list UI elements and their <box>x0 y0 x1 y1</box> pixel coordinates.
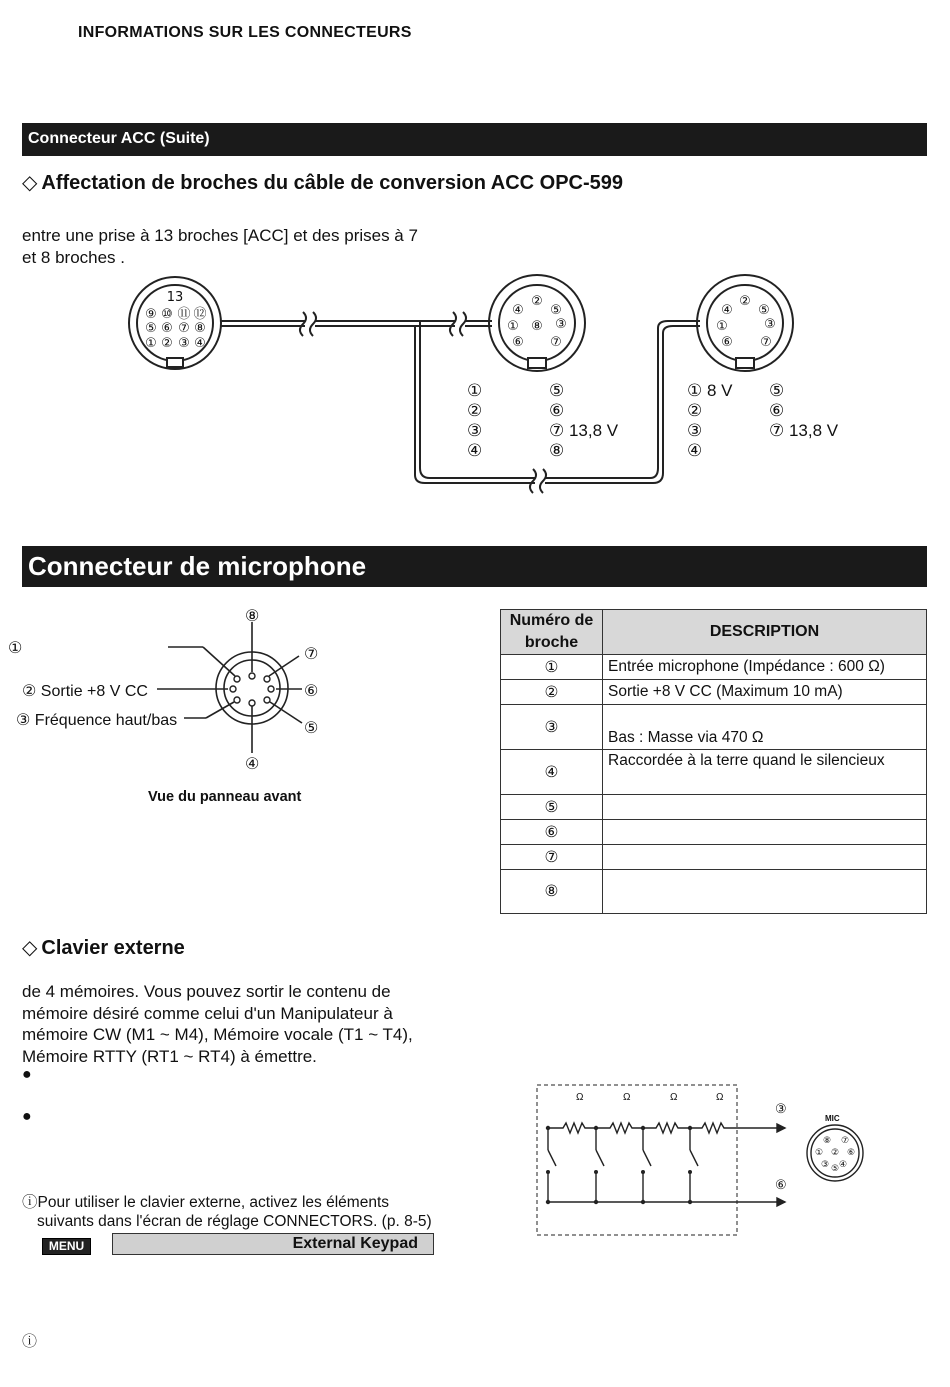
svg-text:⑨: ⑨ <box>145 307 157 322</box>
svg-text:⑤: ⑤ <box>758 303 770 318</box>
svg-text:③: ③ <box>178 336 190 351</box>
plug7-label: ② <box>687 401 703 420</box>
svg-text:⑥: ⑥ <box>721 335 733 350</box>
mic-pin-table <box>500 609 927 914</box>
svg-text:⑧: ⑧ <box>822 1136 832 1146</box>
plug8-label: ⑧ <box>549 441 565 460</box>
plug8-label: ④ <box>467 441 483 460</box>
plug7-label: ① 8 V <box>687 381 733 400</box>
info-icon: ⓘ <box>22 1333 38 1350</box>
pin-description: Sortie +8 V CC (Maximum 10 mA) <box>603 680 927 705</box>
svg-text:⑤: ⑤ <box>830 1164 840 1174</box>
svg-text:①: ① <box>145 336 157 351</box>
pin-description <box>603 845 927 870</box>
svg-text:②: ② <box>830 1148 840 1158</box>
resistor-label: Ω <box>716 1092 724 1103</box>
mic-pin7-label: ⑦ <box>304 646 319 663</box>
page-header: INFORMATIONS SUR LES CONNECTEURS <box>78 24 412 41</box>
pin-description <box>603 870 927 914</box>
paragraph-line: de 4 mémoires. Vous pouvez sortir le contenu de <box>22 982 391 1001</box>
mic-pin1-label: ① <box>8 640 23 657</box>
mic-diagram-caption: Vue du panneau avant <box>148 789 302 805</box>
circuit-pin6-label: ⑥ <box>775 1177 787 1192</box>
plug8-right-labels <box>549 381 618 461</box>
plug7-right-labels <box>769 381 838 441</box>
plug8-left-labels <box>467 381 482 461</box>
table-row <box>501 795 927 820</box>
pin-description: Raccordée à la terre quand le silencieux <box>603 750 927 795</box>
acc-intro-line1: entre une prise à 13 broches [ACC] et des prises à 7 <box>22 226 418 245</box>
plug8-label: ⑥ <box>549 401 565 420</box>
plug8-label: ⑤ <box>549 381 565 400</box>
plug7-label: ③ <box>687 421 703 440</box>
plug7-label: ⑦ 13,8 V <box>769 421 839 440</box>
table-row <box>501 820 927 845</box>
mic-connector-label: MIC <box>825 1114 840 1123</box>
pin-number: ④ <box>501 750 603 795</box>
table-header-description: DESCRIPTION <box>603 610 927 655</box>
svg-text:②: ② <box>739 294 751 309</box>
resistor-label: Ω <box>576 1092 584 1103</box>
svg-text:⑦: ⑦ <box>178 321 190 336</box>
external-keypad-setting[interactable]: External Keypad <box>112 1233 434 1255</box>
svg-text:⑧: ⑧ <box>531 319 543 334</box>
info-icon: ⓘ <box>22 1194 38 1211</box>
plug8-label: ⑦ 13,8 V <box>549 421 619 440</box>
resistor-label: Ω <box>623 1092 631 1103</box>
mic-pin3-label: ③ Fréquence haut/bas <box>16 712 178 729</box>
pin-number: ③ <box>501 705 603 750</box>
table-row <box>501 655 927 680</box>
svg-text:③: ③ <box>555 317 567 332</box>
acc-intro <box>22 225 418 268</box>
pin-description <box>603 795 927 820</box>
table-row <box>501 705 927 750</box>
plug8-label: ② <box>467 401 483 420</box>
svg-text:⑥: ⑥ <box>512 335 524 350</box>
table-row <box>501 845 927 870</box>
svg-text:②: ② <box>161 336 173 351</box>
keypad-note <box>22 1193 432 1231</box>
bullet-icon: ● <box>22 1066 32 1083</box>
svg-text:①: ① <box>507 319 519 334</box>
plug8-label: ③ <box>467 421 483 440</box>
circuit-pin3-label: ③ <box>775 1101 787 1116</box>
paragraph-line: Mémoire RTTY (RT1 ~ RT4) à émettre. <box>22 1046 317 1066</box>
pin-number: ⑤ <box>501 795 603 820</box>
mic-section-bar: Connecteur de microphone <box>22 546 927 587</box>
pin-number: ② <box>501 680 603 705</box>
acc-section-bar: Connecteur ACC (Suite) <box>22 123 927 156</box>
svg-text:⑥: ⑥ <box>846 1148 856 1158</box>
pin-description: Bas : Masse via 470 Ω <box>603 705 927 750</box>
table-row <box>501 750 927 795</box>
pin-number: ① <box>501 655 603 680</box>
paragraph-line: mémoire CW (M1 ~ M4), Mémoire vocale (T1 ~ T4), <box>22 1025 413 1044</box>
keypad-circuit-diagram <box>530 1080 890 1245</box>
acc-subhead-text: Affectation de broches du câble de conversion ACC OPC-599 <box>41 172 624 194</box>
table-header-pin: Numéro de broche <box>501 610 603 655</box>
keypad-subhead <box>22 935 185 960</box>
svg-text:⑤: ⑤ <box>145 321 157 336</box>
plug13-pin-13: 13 <box>166 290 184 305</box>
pin-number: ⑧ <box>501 870 603 914</box>
keypad-paragraph <box>22 981 413 1067</box>
svg-text:③: ③ <box>820 1160 830 1170</box>
acc-intro-line2: et 8 broches . <box>22 247 126 267</box>
mic-pin2-label: ② Sortie +8 V CC <box>22 683 148 700</box>
plug8-label: ① <box>467 381 483 400</box>
svg-text:④: ④ <box>838 1160 848 1170</box>
svg-text:⑤: ⑤ <box>550 303 562 318</box>
plug7-label: ⑥ <box>769 401 785 420</box>
svg-text:①: ① <box>814 1148 824 1158</box>
note-line: suivants dans l'écran de réglage CONNECTORS. (p. 8-5) <box>37 1213 432 1230</box>
paragraph-line: mémoire désiré comme celui d'un Manipulateur à <box>22 1003 393 1023</box>
diamond-icon: ◇ <box>22 172 38 194</box>
svg-text:⑪: ⑪ <box>177 307 191 322</box>
svg-text:④: ④ <box>194 336 206 351</box>
svg-text:①: ① <box>716 319 728 334</box>
mic-pin4-label: ④ <box>245 756 260 773</box>
svg-text:⑦: ⑦ <box>760 335 772 350</box>
pin-description: Entrée microphone (Impédance : 600 Ω) <box>603 655 927 680</box>
plug7-left-labels <box>687 381 732 461</box>
svg-text:④: ④ <box>721 303 733 318</box>
table-row <box>501 870 927 914</box>
svg-text:⑧: ⑧ <box>194 321 206 336</box>
svg-text:⑫: ⑫ <box>193 307 207 322</box>
pin-number: ⑥ <box>501 820 603 845</box>
pin-number: ⑦ <box>501 845 603 870</box>
resistor-label: Ω <box>670 1092 678 1103</box>
svg-text:④: ④ <box>512 303 524 318</box>
diamond-icon: ◇ <box>22 937 38 959</box>
note-line: Pour utiliser le clavier externe, activez les éléments <box>37 1194 389 1211</box>
bullet-icon: ● <box>22 1108 32 1125</box>
svg-text:⑥: ⑥ <box>161 321 173 336</box>
svg-text:⑦: ⑦ <box>840 1136 850 1146</box>
mic-pin6-label: ⑥ <box>304 683 319 700</box>
acc-subhead <box>22 170 623 195</box>
svg-text:②: ② <box>531 294 543 309</box>
mic-pin8-label: ⑧ <box>245 608 260 625</box>
svg-text:③: ③ <box>764 317 776 332</box>
keypad-subhead-text: Clavier externe <box>41 937 185 959</box>
mic-pin5-label: ⑤ <box>304 720 319 737</box>
plug7-label: ④ <box>687 441 703 460</box>
table-row <box>501 680 927 705</box>
svg-text:⑩: ⑩ <box>161 307 173 322</box>
pin-description <box>603 820 927 845</box>
menu-button[interactable]: MENU <box>42 1238 91 1255</box>
svg-text:⑦: ⑦ <box>550 335 562 350</box>
plug7-label: ⑤ <box>769 381 785 400</box>
